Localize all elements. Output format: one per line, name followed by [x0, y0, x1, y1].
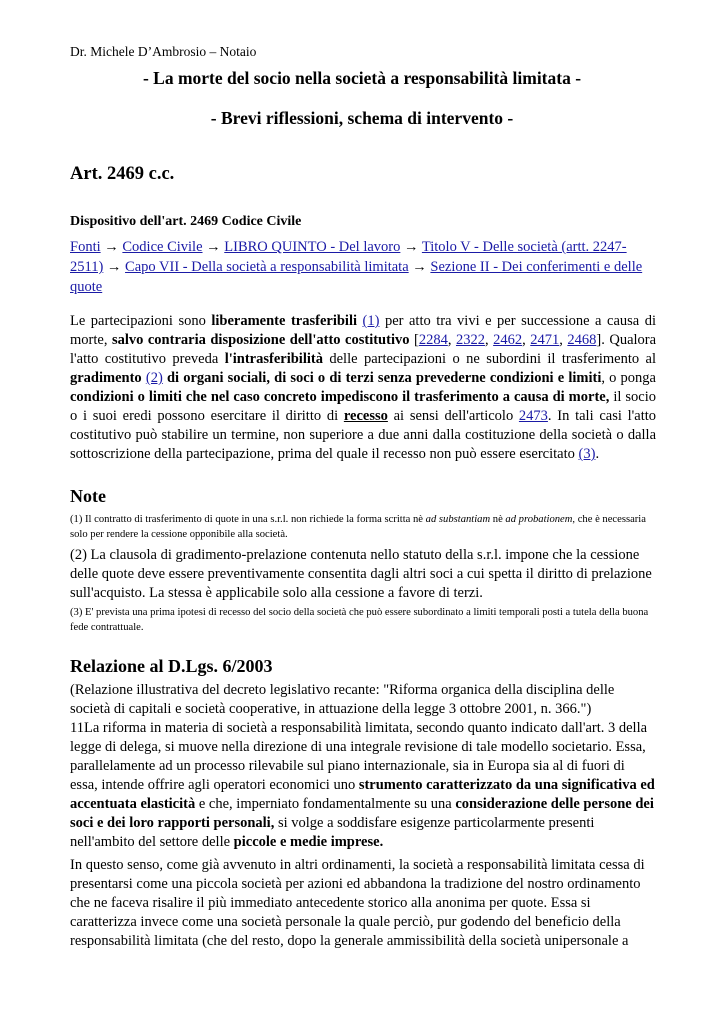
- article-link-2468[interactable]: 2468: [567, 332, 597, 348]
- bold-text: salvo contraria disposizione dell'atto costitutivo: [111, 332, 410, 348]
- breadcrumb-separator: →: [412, 259, 427, 275]
- note-ref-2[interactable]: (2): [145, 370, 163, 386]
- breadcrumb-separator: →: [404, 239, 419, 255]
- note-1: [70, 512, 656, 542]
- bold-text: piccole e medie imprese.: [233, 834, 384, 850]
- notes-heading: Note: [70, 486, 106, 506]
- text-span: nè: [490, 514, 506, 525]
- breadcrumb-separator: →: [104, 239, 119, 255]
- note-3: (3) E' prevista una prima ipotesi di recesso del socio della società che può essere subordinato a limiti temporali posti a tutela della buona fede contrattuale.: [70, 607, 649, 633]
- breadcrumb-link-codice-civile[interactable]: Codice Civile: [122, 239, 203, 255]
- breadcrumb-link-capo-vii[interactable]: Capo VII - Della società a responsabilità limitata: [125, 259, 409, 275]
- bold-text: l'intrasferibilità: [224, 351, 323, 367]
- text-span: ].: [596, 332, 605, 348]
- text-span: il socio o i suoi eredi possono esercitare il diritto di: [70, 389, 656, 424]
- text-span: . In tali casi l'atto costitutivo può stabilire un termine, non superiore a due anni dalla costituzione della società o dalla sottoscrizione della partecipazione, prima del quale il recesso non può essere esercitato: [70, 408, 656, 462]
- bold-text: liberamente trasferibili: [211, 313, 357, 329]
- breadcrumb-link-libro-quinto[interactable]: LIBRO QUINTO - Del lavoro: [224, 239, 401, 255]
- note-ref-3[interactable]: (3): [578, 446, 596, 462]
- text-span: delle partecipazioni o ne subordini il trasferimento al: [322, 351, 656, 367]
- text-span: e che, imperniato fondamentalmente su una: [195, 796, 456, 812]
- relazione-paragraph-1: [70, 719, 656, 852]
- author-line: Dr. Michele D’Ambrosio – Notaio: [70, 44, 257, 59]
- bold-text: considerazione delle persone dei soci e dei loro rapporti personali,: [70, 796, 654, 831]
- text-span: Le partecipazioni sono: [70, 313, 212, 329]
- relazione-paragraph-2: In questo senso, come già avvenuto in altri ordinamenti, la società a responsabilità limitata cessa di presentarsi come una piccola società per azioni ed abbandona la tradizione del nostro ordinamento che ne faceva risalire il più immediato antecedente storico alla anonima per quote. Essa si caratterizza invece come una società personale la quale perciò, pur godendo del beneficio della responsabilità limitata (che del resto, dopo la generale ammissibilità della società unipersonale a: [70, 857, 645, 949]
- article-link-2462[interactable]: 2462: [493, 332, 523, 348]
- article-link-2471[interactable]: 2471: [530, 332, 560, 348]
- relazione-heading: Relazione al D.Lgs. 6/2003: [70, 656, 273, 676]
- article-link-2322[interactable]: 2322: [455, 332, 485, 348]
- breadcrumb-separator: →: [106, 259, 122, 275]
- italic-text: ad substantiam: [425, 514, 491, 525]
- text-span: (1) Il contratto di trasferimento di quote in una s.r.l. non richiede la forma scritta nè: [70, 514, 426, 525]
- article-text: Le partecipazioni sono liberamente trasferibili (1) per atto tra vivi e per successione a causa di morte, salvo contraria disposizione dell'atto costitutivo [2284, 2322, 2462, 2471, 2468]. Qualora l'atto costitutivo preveda l'intrasferibilità delle partecipazioni o ne subordini il trasferimento al gradimento (2) di organi sociali, di soci o di terzi senza prevederne condizioni e limiti, o ponga condizioni o limiti che nel caso concreto impediscono il trasferimento a causa di morte, il socio o i suoi eredi possono esercitare il diritto di recesso ai sensi dell'articolo 2473. In tali casi l'atto costitutivo può stabilire un termine, non superiore a due anni dalla costituzione della società o dalla sottoscrizione della partecipazione, prima del quale il recesso non può essere esercitato (3).: [70, 313, 657, 462]
- text-span: ai sensi dell'articolo: [387, 408, 519, 424]
- text-span: Qualora l'atto costitutivo preveda: [70, 332, 657, 367]
- document-subtitle: - Brevi riflessioni, schema di intervento -: [210, 108, 514, 128]
- text-span: , che è necessaria solo per rendere la cessione opponibile alla società.: [70, 514, 646, 540]
- recesso-link[interactable]: recesso: [343, 408, 388, 424]
- article-link-2284[interactable]: 2284: [418, 332, 448, 348]
- bold-text: di organi sociali, di soci o di terzi senza prevederne condizioni e limiti: [166, 370, 602, 386]
- article-link-2473[interactable]: 2473: [518, 408, 548, 424]
- bold-text: strumento caratterizzato da una significativa ed accentuata elasticità: [70, 777, 655, 812]
- text-span: per atto tra vivi e per successione a causa di morte,: [70, 313, 656, 348]
- breadcrumb-link-sezione-ii[interactable]: Sezione II - Dei conferimenti e delle quote: [70, 259, 643, 295]
- document-title: - La morte del socio nella società a responsabilità limitata -: [142, 68, 582, 88]
- breadcrumb-separator: →: [206, 239, 221, 255]
- breadcrumb-link-titolo-v[interactable]: Titolo V - Delle società (artt. 2247-2511): [70, 239, 627, 275]
- note-2: (2) La clausola di gradimento-prelazione contenuta nello statuto della s.r.l. impone che la cessione delle quote deve essere preventivamente consentita dagli altri soci a cui spetta il diritto di prelazione sull'acquisto. La stessa è applicabile solo alla cessione a favore di terzi.: [70, 547, 652, 601]
- bold-text: gradimento: [70, 370, 142, 386]
- dispositivo-heading: Dispositivo dell'art. 2469 Codice Civile: [70, 214, 302, 229]
- breadcrumb-link-fonti[interactable]: Fonti: [70, 239, 101, 255]
- breadcrumb: [70, 237, 655, 297]
- text-span: [: [409, 332, 419, 348]
- text-span: , o ponga: [601, 370, 656, 386]
- note-ref-1[interactable]: (1): [362, 313, 380, 329]
- article-heading: Art. 2469 c.c.: [70, 164, 175, 184]
- bold-text: condizioni o limiti che nel caso concreto impediscono il trasferimento a causa di morte,: [70, 389, 610, 405]
- italic-text: ad probationem: [505, 514, 573, 525]
- text-span: si volge a soddisfare esigenze particolarmente presenti nell'ambito del settore delle: [70, 815, 595, 850]
- text-span: 11La riforma in materia di società a responsabilità limitata, secondo quanto indicato dall'art. 3 della legge di delega, si muove nella direzione di una integrale revisione di tale modello societario. Essa, parallelamente ad un processo rilevabile sul piano internazionale, sia in Europa sia al di fuori di essa, intende offrire agli operatori economici uno: [70, 720, 648, 793]
- text-span: .: [595, 446, 600, 462]
- relazione-intro: (Relazione illustrativa del decreto legislativo recante: "Riforma organica della disciplina delle società di capitali e società cooperative, in attuazione della legge 3 ottobre 2001, n. 366."): [70, 682, 615, 717]
